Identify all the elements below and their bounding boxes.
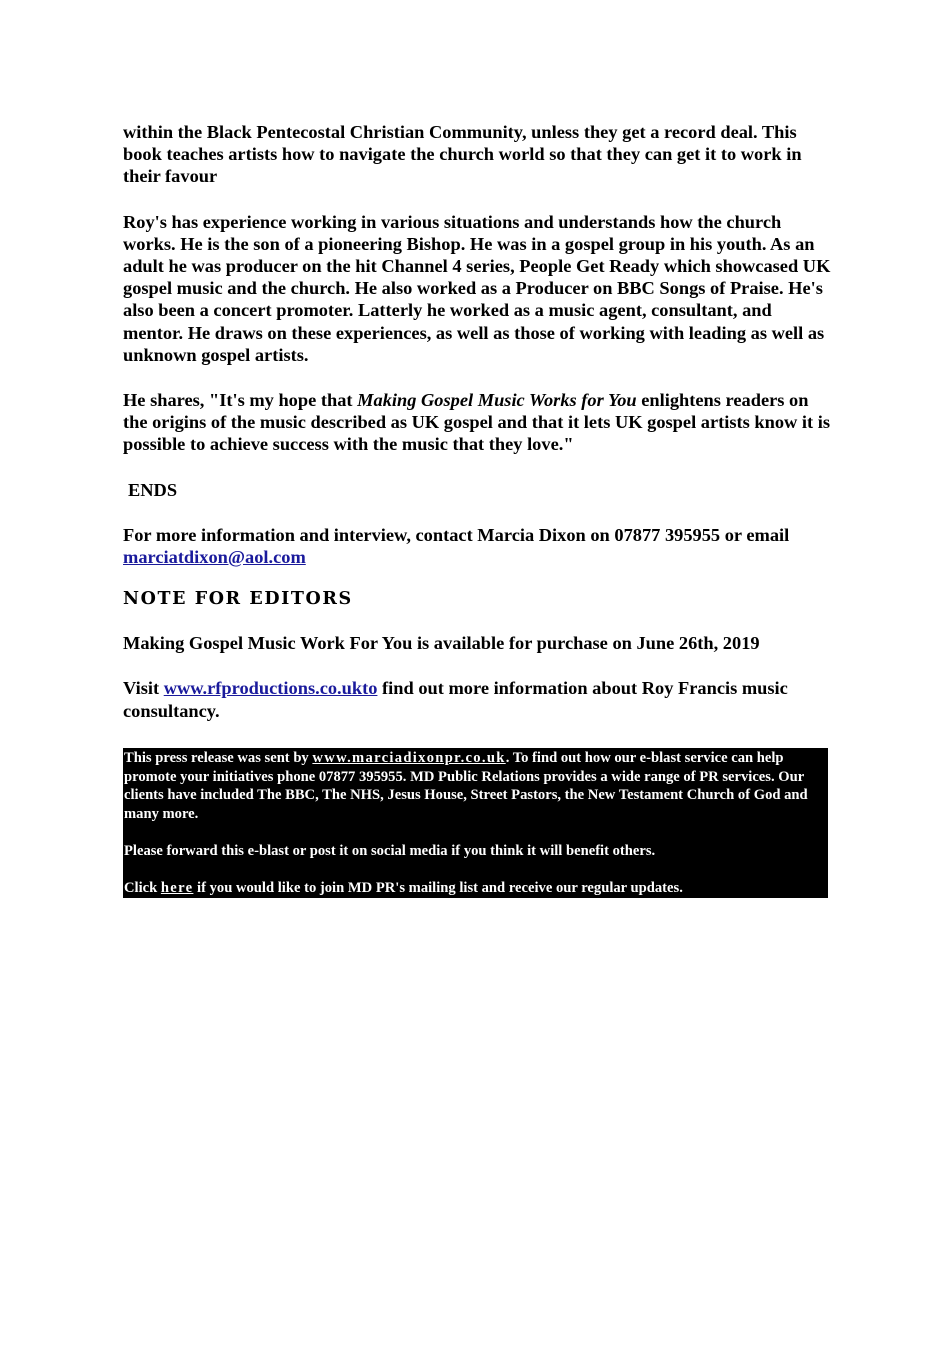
eblast-line-prefix: This press release was sent by bbox=[124, 750, 313, 766]
click-suffix: if you would like to join MD PR's mailing list and receive our regular updates. bbox=[193, 880, 683, 897]
quote-paragraph bbox=[123, 389, 831, 456]
visit-prefix: Visit bbox=[123, 678, 164, 699]
book-title: Making Gospel Music Works for You bbox=[357, 390, 637, 411]
press-release-body bbox=[123, 121, 831, 722]
visit-paragraph bbox=[123, 677, 831, 721]
contact-email-link[interactable]: marciatdixon@aol.com bbox=[123, 547, 306, 568]
availability-paragraph: Making Gospel Music Work For You is available for purchase on June 26th, 2019 bbox=[123, 633, 760, 654]
eblast-line-suffix: . To find out how our e-blast service can help promote your initiatives phone 07877 395955. MD Public Relations provides a wide range of PR services. Our clients have included The BBC, The NHS, Jesus House, Street Pastors, the New Testament Church of God and many more. bbox=[124, 750, 808, 822]
biography-paragraph: Roy's has experience working in various situations and understands how the church works. He is the son of a pioneering Bishop. He was in a gospel group in his youth. As an adult he was producer on the hit Channel 4 series, People Get Ready which showcased UK gospel music and the church. He also worked as a Producer on BBC Songs of Praise. He's also been a concert promoter. Latterly he worked as a music agent, consultant, and mentor. He draws on these experiences, as well as those of working with leading as well as unknown gospel artists. bbox=[123, 211, 831, 365]
marciadixonpr-link[interactable]: www.marciadixonpr.co.uk bbox=[312, 750, 506, 766]
contact-text: For more information and interview, contact Marcia Dixon on 07877 395955 or email bbox=[123, 524, 790, 545]
mailing-list-here-link[interactable]: here bbox=[160, 880, 194, 897]
eblast-click-paragraph bbox=[124, 879, 826, 898]
eblast-footer-box bbox=[123, 748, 828, 898]
eblast-info-paragraph bbox=[124, 749, 826, 823]
click-prefix: Click bbox=[124, 880, 161, 897]
note-for-editors-heading: NOTE FOR EDITORS bbox=[123, 589, 353, 610]
quote-intro: He shares, "It's my hope that bbox=[123, 390, 358, 411]
intro-paragraph: within the Black Pentecostal Christian Community, unless they get a record deal. This book teaches artists how to navigate the church world so that they can get it to work in their favour bbox=[123, 122, 802, 187]
visit-suffix: find out more information about Roy Francis music consultancy. bbox=[123, 678, 788, 721]
eblast-forward-paragraph: Please forward this e-blast or post it on social media if you think it will benefit others. bbox=[124, 842, 656, 859]
rfproductions-link[interactable]: www.rfproductions.co.ukto bbox=[163, 678, 378, 699]
contact-paragraph bbox=[123, 524, 831, 568]
quote-rest: enlightens readers on the origins of the music described as UK gospel and that it lets UK gospel artists know it is possible to achieve success with the music that they love." bbox=[123, 390, 831, 455]
ends-marker: ENDS bbox=[128, 479, 178, 500]
